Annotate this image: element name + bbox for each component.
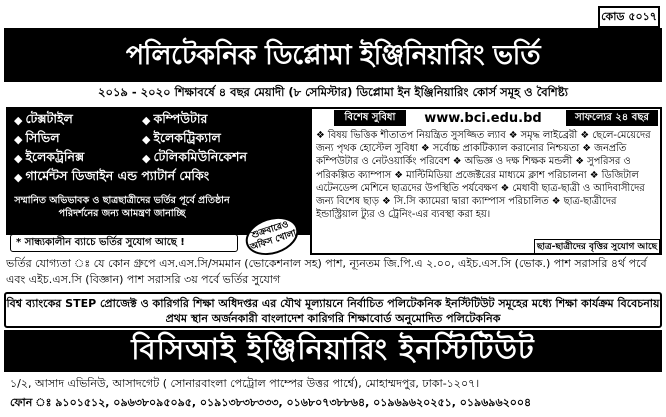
admission-headline: পলিটেকনিক ডিপ্লোমা ইঞ্জিনিয়ারিং ভর্তি	[4, 28, 662, 82]
features-text: ❖ বিষয় ভিত্তিক শীতাতপ নিয়ন্ত্রিত সুসজ্জিত ল্যাব ❖ সমৃদ্ধ লাইব্রেরী ❖ ছেলে-মেয়েদের জন্য পৃথক হোস্টেল সুবিধা ❖ সর্বোচ্চ প্রাকটিক্যাল করানোর নিশ্চয়তা ❖ জনপ্রতি কম্পিউটার ও নেটওয়ার্কিং পরিবেশ ❖ অভিজ্ঞ ও দক্ষ শিক্ষক মন্ডলী ❖ সুপরিসর ও পরিকল্পিত ক্যাম্পাস ❖ মাল্টিমিডিয়া প্রজেক্টরের মাধ্যমে ক্লাশ পরিচালনা ❖ ডিজিটাল এটেনডেন্স মেশিনে ছাত্রদের উপস্থিতি পর্যবেক্ষণ ❖ মেধাবী ছাত্র-ছাত্রী ও আদিবাসীদের জন্য বিশেষ ছাড় ❖ সি.সি ক্যামেরা দ্বারা ক্যাম্পাস পরিচালিত ❖ ছাত্র-ছাত্রীদের ইন্ডাস্ট্রিয়াল ট্যুর ও ট্রেনিং-এর ব্যবস্থা করা হয়।	[316, 130, 651, 221]
friday-open-stamp: শুক্রবারেও অফিস খোলা	[241, 211, 303, 262]
course-telecom: ◆ টেলিকমিউনিকেশন	[142, 148, 247, 165]
course-electronics: ◆ ইলেকট্রনিক্স	[14, 148, 85, 165]
code-box	[598, 6, 660, 28]
session-subheading: ২০১৯ - ২০২০ শিক্ষাবর্ষে ৪ বছর মেয়াদী (৮ সেমিস্টার) ডিপ্লোমা ইন ইঞ্জিনিয়ারিং কোর্স সমূহ ও বৈশিষ্ট্য	[98, 84, 568, 99]
course-textile: ◆ টেক্সটাইল	[14, 110, 73, 127]
website-link[interactable]: www.bci.edu.bd	[424, 110, 542, 126]
diamond-bullet-icon: ◆	[142, 114, 151, 127]
address-line: ১/২, আসাদ এভিনিউ, আসাদগেট ( সোনারবাংলা পেট্রোল পাম্পের উত্তর পার্শ্বে), মোহাম্মদপুর, ঢাকা-১২০৭।	[10, 377, 480, 390]
course-civil: ◆ সিভিল	[14, 129, 60, 146]
diamond-bullet-icon: ◆	[14, 171, 23, 184]
diamond-bullet-icon: ◆	[14, 114, 23, 127]
visit-invitation: সম্মানিত অভিভাবক ও ছাত্রছাত্রীদের ভর্তির পূর্বে প্রতিষ্ঠান পরিদর্শনের জন্য আমন্ত্রণ জানাচ্ছি	[14, 195, 230, 219]
years-of-success-tag: সাফল্যের ২৪ বছর	[566, 110, 658, 126]
diamond-bullet-icon: ◆	[142, 133, 151, 146]
scholarship-badge: ছাত্র-ছাত্রীদের বৃত্তির সুযোগ আছে	[534, 239, 660, 254]
evening-batch-note: * সান্ধ্যকালীন ব্যাচে ভর্তির সুযোগ আছে !	[10, 234, 238, 252]
course-garments: ◆ গার্মেন্টস ডিজাইন এন্ড প্যাটার্ন মেকিং	[14, 167, 210, 184]
phone-line: ফোন ঃ ৯১০১৫১২, ০৯৬৩৮০৯৫০৯৫, ০১৯১৩৮৩৮৩৩৩, ০১৬৮০৭৩৮৮৬৪, ০১৯৬৯৬২০২৫১, ০১৯৬৯৬২০০৪	[10, 396, 532, 409]
course-electrical: ◆ ইলেকট্রিক্যাল	[142, 129, 221, 146]
course-computer: ◆ কম্পিউটার	[142, 110, 208, 127]
eligibility-text: ভর্তির যোগ্যতা ঃ যে কোন গ্রুপে এস.এস.সি/সমমান (ভোকেশনাল সহ) পাশ, ন্যূনতম জি.পি.এ ২.০০, এইচ.এস.সি (ভোক.) পাশ সরাসরি ৪র্থ পর্বে এবং এইচ.এস.সি (বিজ্ঞান) পাশ সরাসরি ৩য় পর্বে ভর্তির সুযোগ	[6, 257, 647, 286]
special-facilities-tag: বিশেষ সুবিধা	[334, 110, 406, 126]
step-project-notice: বিশ্ব ব্যাংকের STEP প্রোজেক্ট ও কারিগরি শিক্ষা অধিদপ্তর এর যৌথ মূল্যায়নে নির্বাচিত পলিটেকনিক ইনস্টিটিউট সমূহের মধ্যে শিক্ষা কার্যক্রম বিবেচনায় প্রথম স্থান অর্জনকারী বাংলাদেশ কারিগরি শিক্ষাবোর্ড অনুমোদিত পলিটেকনিক	[4, 292, 662, 328]
diamond-bullet-icon: ◆	[14, 152, 23, 165]
diamond-bullet-icon: ◆	[142, 152, 151, 165]
institute-name: বিসিআই ইঞ্জিনিয়ারিং ইনস্টিটিউট	[4, 330, 662, 372]
code-label: কোড ৫০১৭	[601, 9, 657, 23]
diamond-bullet-icon: ◆	[14, 133, 23, 146]
